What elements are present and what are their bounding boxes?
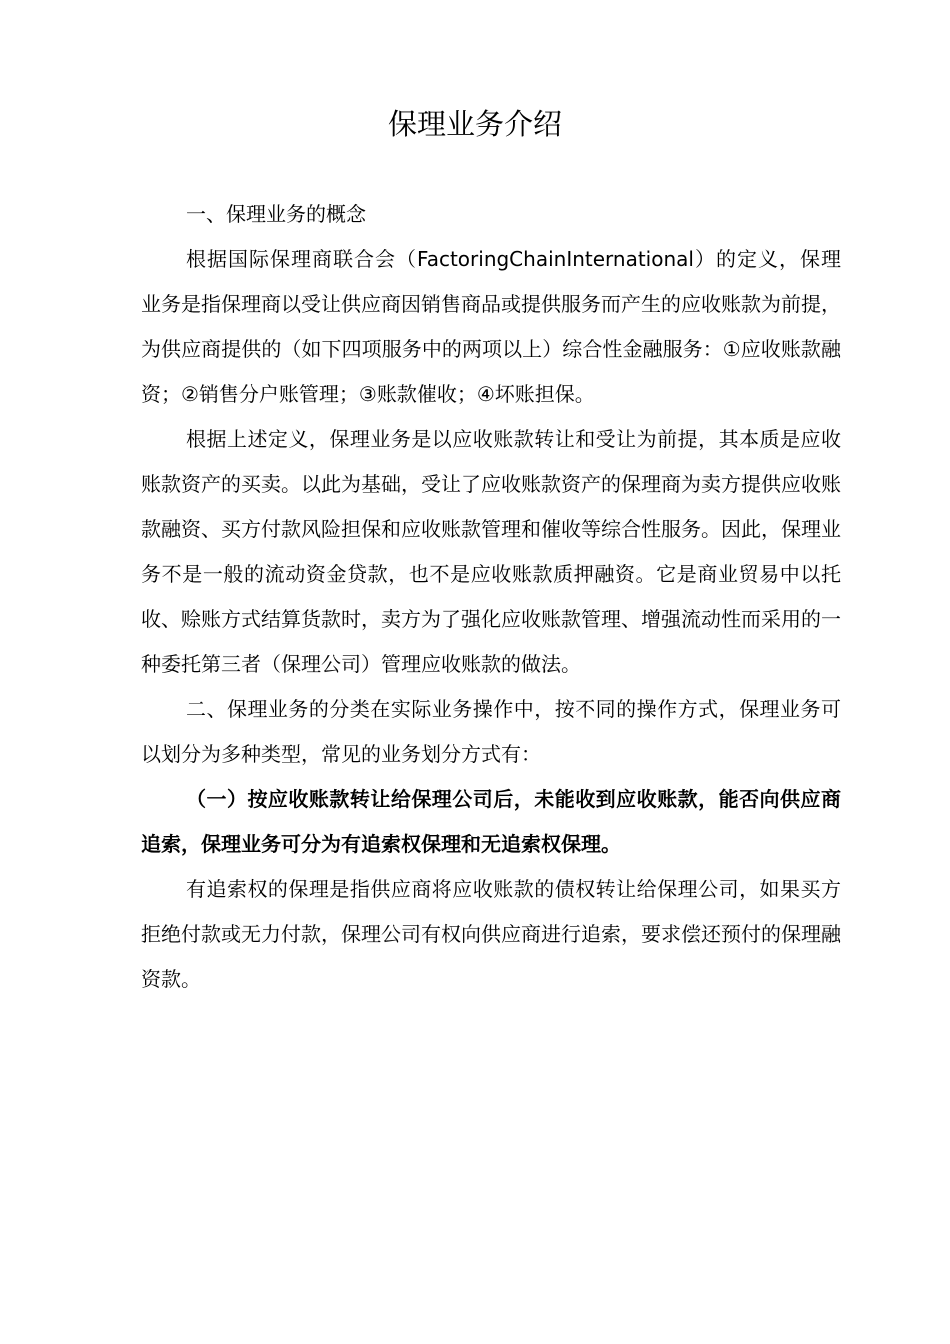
paragraph-definition: 根据国际保理商联合会（FactoringChainInternational）的定义，保理业务是指保理商以受让供应商因销售商品或提供服务而产生的应收账款为前提，为供应商提供的（如下四项服务中的两项以上）综合性金融服务：①应收账款融资；②销售分户账管理；③账款催收；④坏账担保。	[141, 247, 841, 406]
section-heading-concept: 一、保理业务的概念	[186, 202, 366, 226]
document-title: 保理业务介绍	[387, 107, 562, 141]
subsection-heading-recourse: （一）按应收账款转让给保理公司后，未能收到应收账款，能否向供应商追索，保理业务可分为有追索权保理和无追索权保理。	[141, 787, 841, 856]
section-heading-classification: 二、保理业务的分类在实际业务操作中，按不同的操作方式，保理业务可以划分为多种类型，常见的业务划分方式有：	[141, 697, 841, 766]
paragraph-essence: 根据上述定义，保理业务是以应收账款转让和受让为前提，其本质是应收账款资产的买卖。以此为基础，受让了应收账款资产的保理商为卖方提供应收账款融资、买方付款风险担保和应收账款管理和催收等综合性服务。因此，保理业务不是一般的流动资金贷款，也不是应收账款质押融资。它是商业贸易中以托收、赊账方式结算货款时，卖方为了强化应收账款管理、增强流动性而采用的一种委托第三者（保理公司）管理应收账款的做法。	[141, 427, 841, 676]
paragraph-recourse-factoring: 有追索权的保理是指供应商将应收账款的债权转让给保理公司，如果买方拒绝付款或无力付款，保理公司有权向供应商进行追索，要求偿还预付的保理融资款。	[141, 877, 841, 991]
document-body	[141, 192, 841, 1002]
